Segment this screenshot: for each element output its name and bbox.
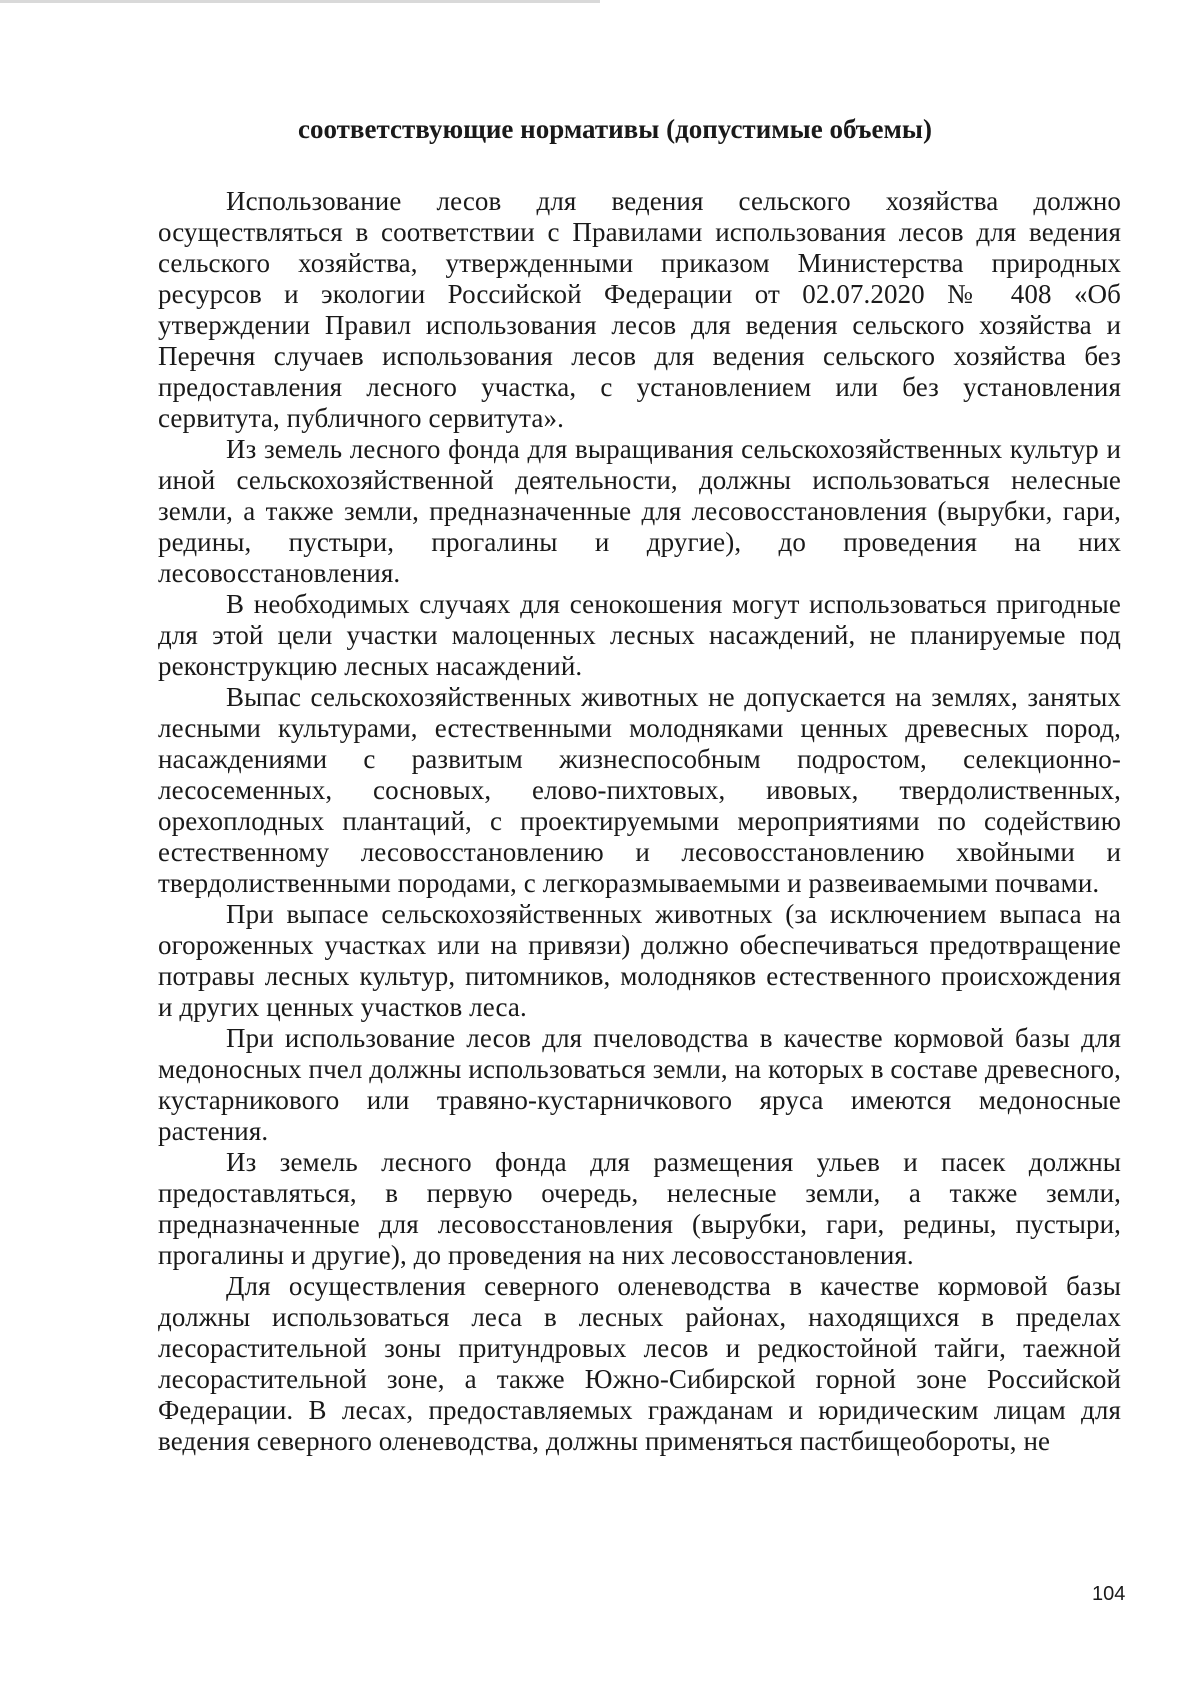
document-page: [158, 112, 1121, 1457]
document-body: [158, 186, 1121, 1457]
scan-edge-mark: [0, 0, 600, 3]
paragraph-grazing-restrictions: Выпас сельскохозяйственных животных не допускается на землях, занятых лесными культурами, естественными молодняками ценных древесных пород, насаждениями с развитым жизнеспособным подростом, селекционно-лесосеменных, сосновых, елово-пихтовых, ивовых, твердолиственных, орехоплодных плантаций, с проектируемыми мероприятиями по содействию естественному лесовосстановлению и лесовосстановлению хвойными и твердолиственными породами, с легкоразмываемыми и развеиваемыми почвами.: [158, 682, 1121, 898]
paragraph-hives-placement: Из земель лесного фонда для размещения ульев и пасек должны предоставляться, в первую очередь, нелесные земли, а также земли, предназначенные для лесовосстановления (вырубки, гари, редины, пустыри, прогалины и другие), до проведения на них лесовосстановления.: [158, 1147, 1121, 1270]
paragraph-haymaking: В необходимых случаях для сенокошения могут использоваться пригодные для этой цели участки малоценных лесных насаждений, не планируемые под реконструкцию лесных насаждений.: [158, 589, 1121, 681]
section-heading: соответствующие нормативы (допустимые объемы): [298, 114, 932, 144]
paragraph-grazing-protection: При выпасе сельскохозяйственных животных (за исключением выпаса на огороженных участках или на привязи) должно обеспечиваться предотвращение потравы лесных культур, питомников, молодняков естественного происхождения и других ценных участков леса.: [158, 899, 1121, 1022]
paragraph-crop-lands: Из земель лесного фонда для выращивания сельскохозяйственных культур и иной сельскохозяйственной деятельности, должны использоваться нелесные земли, а также земли, предназначенные для лесовосстановления (вырубки, гари, редины, пустыри, прогалины и другие), до проведения на них лесовосстановления.: [158, 434, 1121, 588]
page-number: 104: [1092, 1583, 1126, 1605]
paragraph-reindeer-herding: Для осуществления северного оленеводства в качестве кормовой базы должны использоваться леса в лесных районах, находящихся в пределах лесорастительной зоны притундровых лесов и редкостойной тайги, таежной лесорастительной зоне, а также Южно-Сибирской горной зоне Российской Федерации. В лесах, предоставляемых гражданам и юридическим лицам для ведения северного оленеводства, должны применяться пастбищеобороты, не: [158, 1271, 1121, 1456]
paragraph-beekeeping: При использование лесов для пчеловодства в качестве кормовой базы для медоносных пчел должны использоваться земли, на которых в составе древесного, кустарникового или травяно-кустарничкового яруса имеются медоносные растения.: [158, 1023, 1121, 1146]
paragraph-agriculture-rules: Использование лесов для ведения сельского хозяйства должно осуществляться в соответствии с Правилами использования лесов для ведения сельского хозяйства, утвержденными приказом Министерства природных ресурсов и экологии Российской Федерации от 02.07.2020 № 408 «Об утверждении Правил использования лесов для ведения сельского хозяйства и Перечня случаев использования лесов для ведения сельского хозяйства без предоставления лесного участка, с установлением или без установления сервитута, публичного сервитута».: [158, 186, 1121, 433]
